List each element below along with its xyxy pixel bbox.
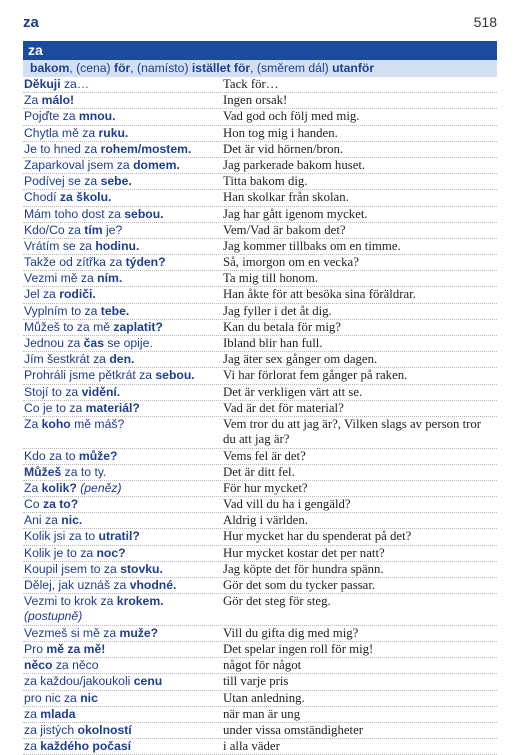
swedish-translation: Ta mig till honom. (223, 271, 319, 286)
swedish-translation: Jag kommer tillbaks om en timme. (223, 238, 401, 253)
phrase-row (23, 594, 497, 626)
sense-qualifier: , (namísto) (130, 61, 192, 75)
czech-phrase: Kdo/Co za tím je? (24, 222, 123, 237)
czech-phrase: Můžeš to za mě zaplatit? (24, 319, 163, 334)
phrase-row (23, 658, 497, 674)
phrase-row (23, 368, 497, 384)
swedish-translation: Ibland blir han full. (223, 336, 323, 350)
swedish-translation: Aldrig i världen. (223, 513, 308, 528)
czech-phrase: Koupil jsem to za stovku. (24, 561, 163, 576)
phrase-row (23, 674, 497, 690)
phrase-row (23, 336, 497, 352)
swedish-translation: Så, imorgon om en vecka? (223, 255, 359, 270)
swedish-translation: Jag fyller i det åt dig. (223, 303, 332, 318)
swedish-translation: Vi har förlorat fem gånger på raken. (223, 368, 408, 383)
czech-phrase: Kolik jsi za to utratil? (24, 529, 140, 544)
czech-phrase: Stojí to za vidění. (24, 384, 121, 399)
phrase-row (23, 691, 497, 707)
swedish-translation: under vissa omständigheter (223, 722, 364, 737)
note: (peněz) (80, 480, 122, 495)
keyword: sebou. (124, 206, 164, 221)
czech-phrase: Vezmi mě za ním. (24, 271, 123, 286)
czech-phrase: Podívej se za sebe. (24, 174, 132, 189)
phrase-row (23, 352, 497, 368)
keyword: Můžeš (24, 464, 62, 479)
swedish-translation: Utan anledning. (223, 690, 305, 705)
czech-phrase: Chodí za školu. (24, 190, 112, 205)
keyword: domem. (133, 157, 180, 172)
czech-phrase: za mlada (24, 706, 76, 721)
entry-heading-band: za (23, 41, 497, 60)
keyword: nic (80, 690, 98, 705)
phrase-row (23, 207, 497, 223)
keyword: kolik? (41, 480, 77, 495)
keyword: každého počasí (40, 739, 132, 754)
swedish-translation: Ingen orsak! (223, 93, 288, 108)
phrase-row (23, 77, 497, 93)
phrase-row (23, 417, 497, 449)
czech-phrase: Vezmi to krok za krokem. (postupně) (24, 594, 164, 624)
czech-phrase: Za málo! (24, 93, 75, 108)
swedish-translation: Vill du gifta dig med mig? (223, 625, 359, 640)
czech-phrase: Vyplním to za tebe. (24, 303, 130, 318)
swedish-translation: För hur mycket? (223, 480, 308, 495)
czech-phrase: Kdo za to může? (24, 448, 118, 463)
note: (postupně) (24, 609, 83, 624)
swedish-translation: Vad är det för material? (223, 400, 344, 415)
swedish-translation: Hon tog mig i handen. (223, 125, 338, 140)
czech-phrase: Mám toho dost za sebou. (24, 206, 164, 221)
phrase-row (23, 401, 497, 417)
swedish-translation: Hur mycket har du spenderat på det? (223, 529, 412, 544)
sense-translation: bakom (30, 61, 70, 75)
keyword: cenu (133, 674, 163, 689)
page-number: 518 (473, 14, 497, 30)
swedish-translation: Gör det steg för steg. (223, 594, 331, 609)
phrase-row (23, 642, 497, 658)
czech-phrase: Pro mě za mě! (24, 642, 106, 656)
keyword: za školu. (59, 190, 112, 205)
czech-phrase: Chytla mě za ruku. (24, 125, 129, 140)
sense-qualifier: , (směrem dál) (250, 61, 333, 75)
czech-phrase: Zaparkoval jsem za domem. (24, 157, 180, 172)
sense-translation: utanför (332, 61, 375, 75)
czech-phrase: Kolik je to za noc? (24, 545, 126, 560)
keyword: mnou. (78, 109, 116, 124)
keyword: málo! (41, 93, 75, 108)
keyword: může? (78, 448, 118, 463)
swedish-translation: Jag har gått igenom mycket. (223, 206, 368, 221)
sense-translation: istället för (191, 61, 251, 75)
phrase-row (23, 287, 497, 303)
swedish-translation: Han skolkar från skolan. (223, 190, 349, 205)
czech-phrase: Děkuji za… (24, 77, 90, 91)
keyword: ruku. (98, 125, 129, 140)
czech-phrase: Co je to za materiál? (24, 400, 140, 415)
phrase-row (23, 174, 497, 190)
keyword: krokem. (116, 594, 164, 609)
phrase-row (23, 158, 497, 174)
swedish-translation: Vad god och följ med mig. (223, 109, 360, 124)
czech-phrase: něco za něco (24, 658, 99, 673)
phrase-row (23, 385, 497, 401)
czech-phrase: za jistých okolností (24, 722, 132, 737)
sense-qualifier: , (cena) (69, 61, 115, 75)
phrase-row (23, 449, 497, 465)
czech-phrase: Za kolik? (peněz) (24, 480, 122, 495)
keyword: týden? (125, 255, 166, 270)
swedish-translation: Vem/Vad är bakom det? (223, 222, 346, 237)
keyword: den. (109, 352, 135, 367)
phrase-row (23, 223, 497, 239)
keyword: stovku. (120, 561, 163, 576)
czech-phrase: Jím šestkrát za den. (24, 352, 135, 367)
phrase-row (23, 529, 497, 545)
czech-phrase: Za koho mě máš? (24, 416, 125, 431)
phrase-row (23, 126, 497, 142)
keyword: mě za mě! (46, 642, 106, 656)
keyword: tebe. (100, 303, 130, 318)
czech-phrase: Můžeš za to ty. (24, 464, 107, 479)
swedish-translation: Det är verkligen värt att se. (223, 384, 363, 399)
czech-phrase: Takže od zítřka za týden? (24, 255, 166, 270)
swedish-translation: när man är ung (223, 706, 301, 721)
swedish-translation: Jag parkerade bakom huset. (223, 157, 366, 172)
keyword: zaplatit? (113, 319, 163, 334)
keyword: nic. (61, 513, 83, 528)
phrase-row (23, 465, 497, 481)
czech-phrase: Pojďte za mnou. (24, 109, 116, 124)
czech-phrase: Vezmeš si mě za muže? (24, 625, 159, 640)
page-header (23, 14, 497, 36)
swedish-translation: Vad vill du ha i gengäld? (223, 497, 351, 512)
swedish-translation: Tack för… (223, 77, 279, 91)
czech-phrase: Jednou za čas se opije. (24, 336, 153, 350)
phrase-row (23, 239, 497, 255)
keyword: okolností (77, 722, 132, 737)
swedish-translation: i alla väder (223, 739, 280, 754)
swedish-translation: Det spelar ingen roll för mig! (223, 642, 374, 656)
swedish-translation: Hur mycket kostar det per natt? (223, 545, 385, 560)
keyword: za to? (42, 497, 79, 512)
czech-phrase: za každého počasí (24, 739, 132, 754)
phrase-row (23, 578, 497, 594)
czech-phrase: Ani za nic. (24, 513, 83, 528)
phrase-row (23, 109, 497, 125)
phrase-row (23, 93, 497, 109)
sense-list (23, 60, 497, 77)
keyword: ním. (97, 271, 123, 286)
swedish-translation: Vems fel är det? (223, 448, 306, 463)
keyword: materiál? (85, 400, 140, 415)
phrase-list (23, 77, 497, 755)
keyword: mlada (40, 706, 76, 721)
keyword: vidění. (81, 384, 121, 399)
swedish-translation: till varje pris (223, 674, 289, 689)
phrase-row (23, 513, 497, 529)
header-word: za (23, 14, 39, 31)
swedish-translation: Det är vid hörnen/bron. (223, 141, 344, 156)
phrase-row (23, 562, 497, 578)
phrase-row (23, 546, 497, 562)
swedish-translation: Jag köpte det för hundra spänn. (223, 561, 384, 576)
swedish-translation: Det är ditt fel. (223, 464, 295, 479)
keyword: sebou. (155, 368, 195, 383)
czech-phrase: Je to hned za rohem/mostem. (24, 141, 192, 156)
czech-phrase: Jel za rodiči. (24, 287, 96, 302)
swedish-translation: Vem tror du att jag är?, Vilken slags av person tror du att jag är? (223, 416, 482, 447)
phrase-row (23, 271, 497, 287)
keyword: utratil? (98, 529, 140, 544)
czech-phrase: Prohráli jsme pětkrát za sebou. (24, 368, 195, 383)
keyword: Děkuji (24, 77, 61, 91)
czech-phrase: za každou/jakoukoli cenu (24, 674, 163, 689)
phrase-row (23, 190, 497, 206)
swedish-translation: Jag äter sex gånger om dagen. (223, 352, 378, 367)
phrase-row (23, 320, 497, 336)
keyword: tím (84, 222, 103, 237)
keyword: noc? (96, 545, 126, 560)
keyword: koho (41, 416, 71, 431)
swedish-translation: något för något (223, 658, 302, 673)
keyword: muže? (119, 625, 159, 640)
czech-phrase: Vrátím se za hodinu. (24, 238, 140, 253)
keyword: něco (24, 658, 53, 673)
phrase-row (23, 304, 497, 320)
phrase-row (23, 481, 497, 497)
swedish-translation: Kan du betala för mig? (223, 319, 341, 334)
keyword: čas (83, 336, 104, 350)
phrase-row (23, 142, 497, 158)
czech-phrase: pro nic za nic (24, 690, 98, 705)
czech-phrase: Co za to? (24, 497, 79, 512)
phrase-row (23, 723, 497, 739)
sense-translation: för (114, 61, 131, 75)
keyword: rohem/mostem. (100, 141, 192, 156)
czech-phrase: Dělej, jak uznáš za vhodné. (24, 578, 177, 593)
phrase-row (23, 497, 497, 513)
phrase-row (23, 626, 497, 642)
phrase-row (23, 739, 497, 755)
swedish-translation: Gör det som du tycker passar. (223, 578, 376, 593)
keyword: rodiči. (59, 287, 96, 302)
keyword: sebe. (100, 174, 132, 189)
keyword: hodinu. (95, 238, 140, 253)
phrase-row (23, 707, 497, 723)
swedish-translation: Han åkte för att besöka sina föräldrar. (223, 287, 416, 302)
swedish-translation: Titta bakom dig. (223, 174, 308, 189)
phrase-row (23, 255, 497, 271)
keyword: vhodné. (129, 578, 177, 593)
